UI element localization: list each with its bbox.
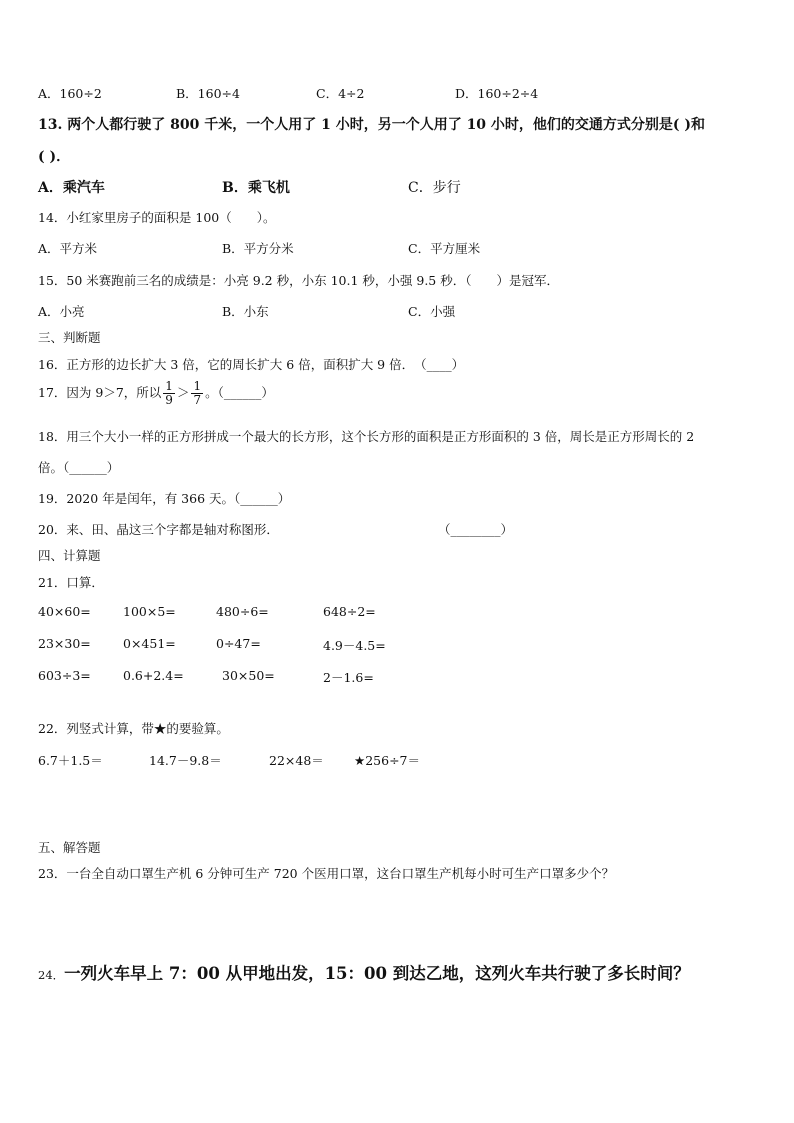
mental-math-item: 4.9－4.5=	[323, 638, 386, 653]
fraction-numerator: 1	[193, 379, 202, 393]
q12-option-c: C．4÷2	[316, 86, 365, 101]
q22-question: 22．列竖式计算，带★的要验算。	[38, 721, 229, 736]
q23-question: 23．一台全自动口罩生产机 6 分钟可生产 720 个医用口罩，这台口罩生产机每小时可生产口罩多少个？	[38, 866, 615, 881]
greater-than-sign: ＞	[176, 385, 190, 400]
q16-statement: 16．正方形的边长扩大 3 倍，它的周长扩大 6 倍，面积扩大 9 倍． （____）	[38, 357, 465, 372]
q24-question	[38, 960, 690, 984]
mental-math-item: 100×5=	[123, 604, 176, 619]
section-heading-word-problems: 五、解答题	[38, 840, 101, 855]
q13-question-cont: ( )．	[38, 149, 71, 165]
q19-statement: 19．2020 年是闰年，有 366 天。（______）	[38, 491, 291, 506]
q14-option-c: C．平方厘米	[408, 241, 481, 256]
q24-number: 24．	[38, 968, 65, 982]
section-heading-judgement: 三、判断题	[38, 330, 101, 345]
mental-math-item: 30×50=	[222, 668, 275, 683]
q12-option-b: B．160÷4	[176, 86, 240, 101]
q14-option-a: A．平方米	[38, 241, 98, 256]
q18-statement-cont: 倍。（______）	[38, 460, 120, 475]
fraction-denominator: 7	[193, 393, 202, 407]
mental-math-item: 480÷6=	[216, 604, 269, 619]
mental-math-item: 0.6+2.4=	[123, 668, 184, 683]
q17-suffix: 。（______）	[205, 385, 274, 400]
q15-option-c: C．小强	[408, 304, 456, 319]
column-calc-item: 6.7＋1.5＝	[38, 753, 103, 768]
q13-option-a: A．乘汽车	[38, 180, 105, 196]
mental-math-item: 603÷3=	[38, 668, 91, 683]
q12-option-d: D．160÷2÷4	[455, 86, 539, 101]
q20-statement: 20．来、田、晶这三个字都是轴对称图形．	[38, 522, 279, 537]
fraction-one-ninth	[163, 380, 175, 407]
mental-math-item: 0×451=	[123, 636, 176, 651]
q15-option-b: B．小东	[222, 304, 269, 319]
fraction-denominator: 9	[165, 393, 173, 407]
q13-option-c: C．步行	[408, 180, 461, 196]
mental-math-item: 2－1.6=	[323, 670, 374, 685]
fraction-one-seventh	[191, 380, 203, 407]
column-calc-item: ★256÷7＝	[354, 753, 420, 768]
q13-question: 13. 两个人都行驶了 800 千米，一个人用了 1 小时，另一个人用了 10 小时，他们的交通方式分别是( )和	[38, 117, 706, 133]
q24-text: 一列火车早上 7：00 从甲地出发，15：00 到达乙地，这列火车共行驶了多长时间？	[64, 964, 690, 983]
mental-math-item: 648÷2=	[323, 604, 376, 619]
column-calc-item: 22×48＝	[269, 753, 324, 768]
mental-math-item: 40×60=	[38, 604, 91, 619]
q17-prefix: 17．因为 9＞7，所以	[38, 385, 162, 400]
section-heading-calculation: 四、计算题	[38, 548, 101, 563]
q21-question: 21．口算．	[38, 575, 104, 590]
q18-statement: 18．用三个大小一样的正方形拼成一个最大的长方形，这个长方形的面积是正方形面积的 3 倍，周长是正方形周长的 2	[38, 429, 695, 444]
mental-math-item: 0÷47=	[216, 636, 261, 651]
q14-option-b: B．平方分米	[222, 241, 294, 256]
q17-statement	[38, 380, 274, 407]
mental-math-item: 23×30=	[38, 636, 91, 651]
q15-question: 15．50 米赛跑前三名的成绩是：小亮 9.2 秒，小东 10.1 秒，小强 9.5 秒．（ ）是冠军．	[38, 273, 559, 288]
q14-question: 14．小红家里房子的面积是 100（ ）。	[38, 210, 276, 225]
fraction-numerator: 1	[165, 379, 173, 393]
q13-option-b: B．乘飞机	[222, 180, 290, 196]
column-calc-item: 14.7－9.8＝	[149, 753, 222, 768]
q20-answer-blank: （________）	[438, 522, 514, 537]
q12-option-a: A．160÷2	[38, 86, 102, 101]
q15-option-a: A．小亮	[38, 304, 85, 319]
